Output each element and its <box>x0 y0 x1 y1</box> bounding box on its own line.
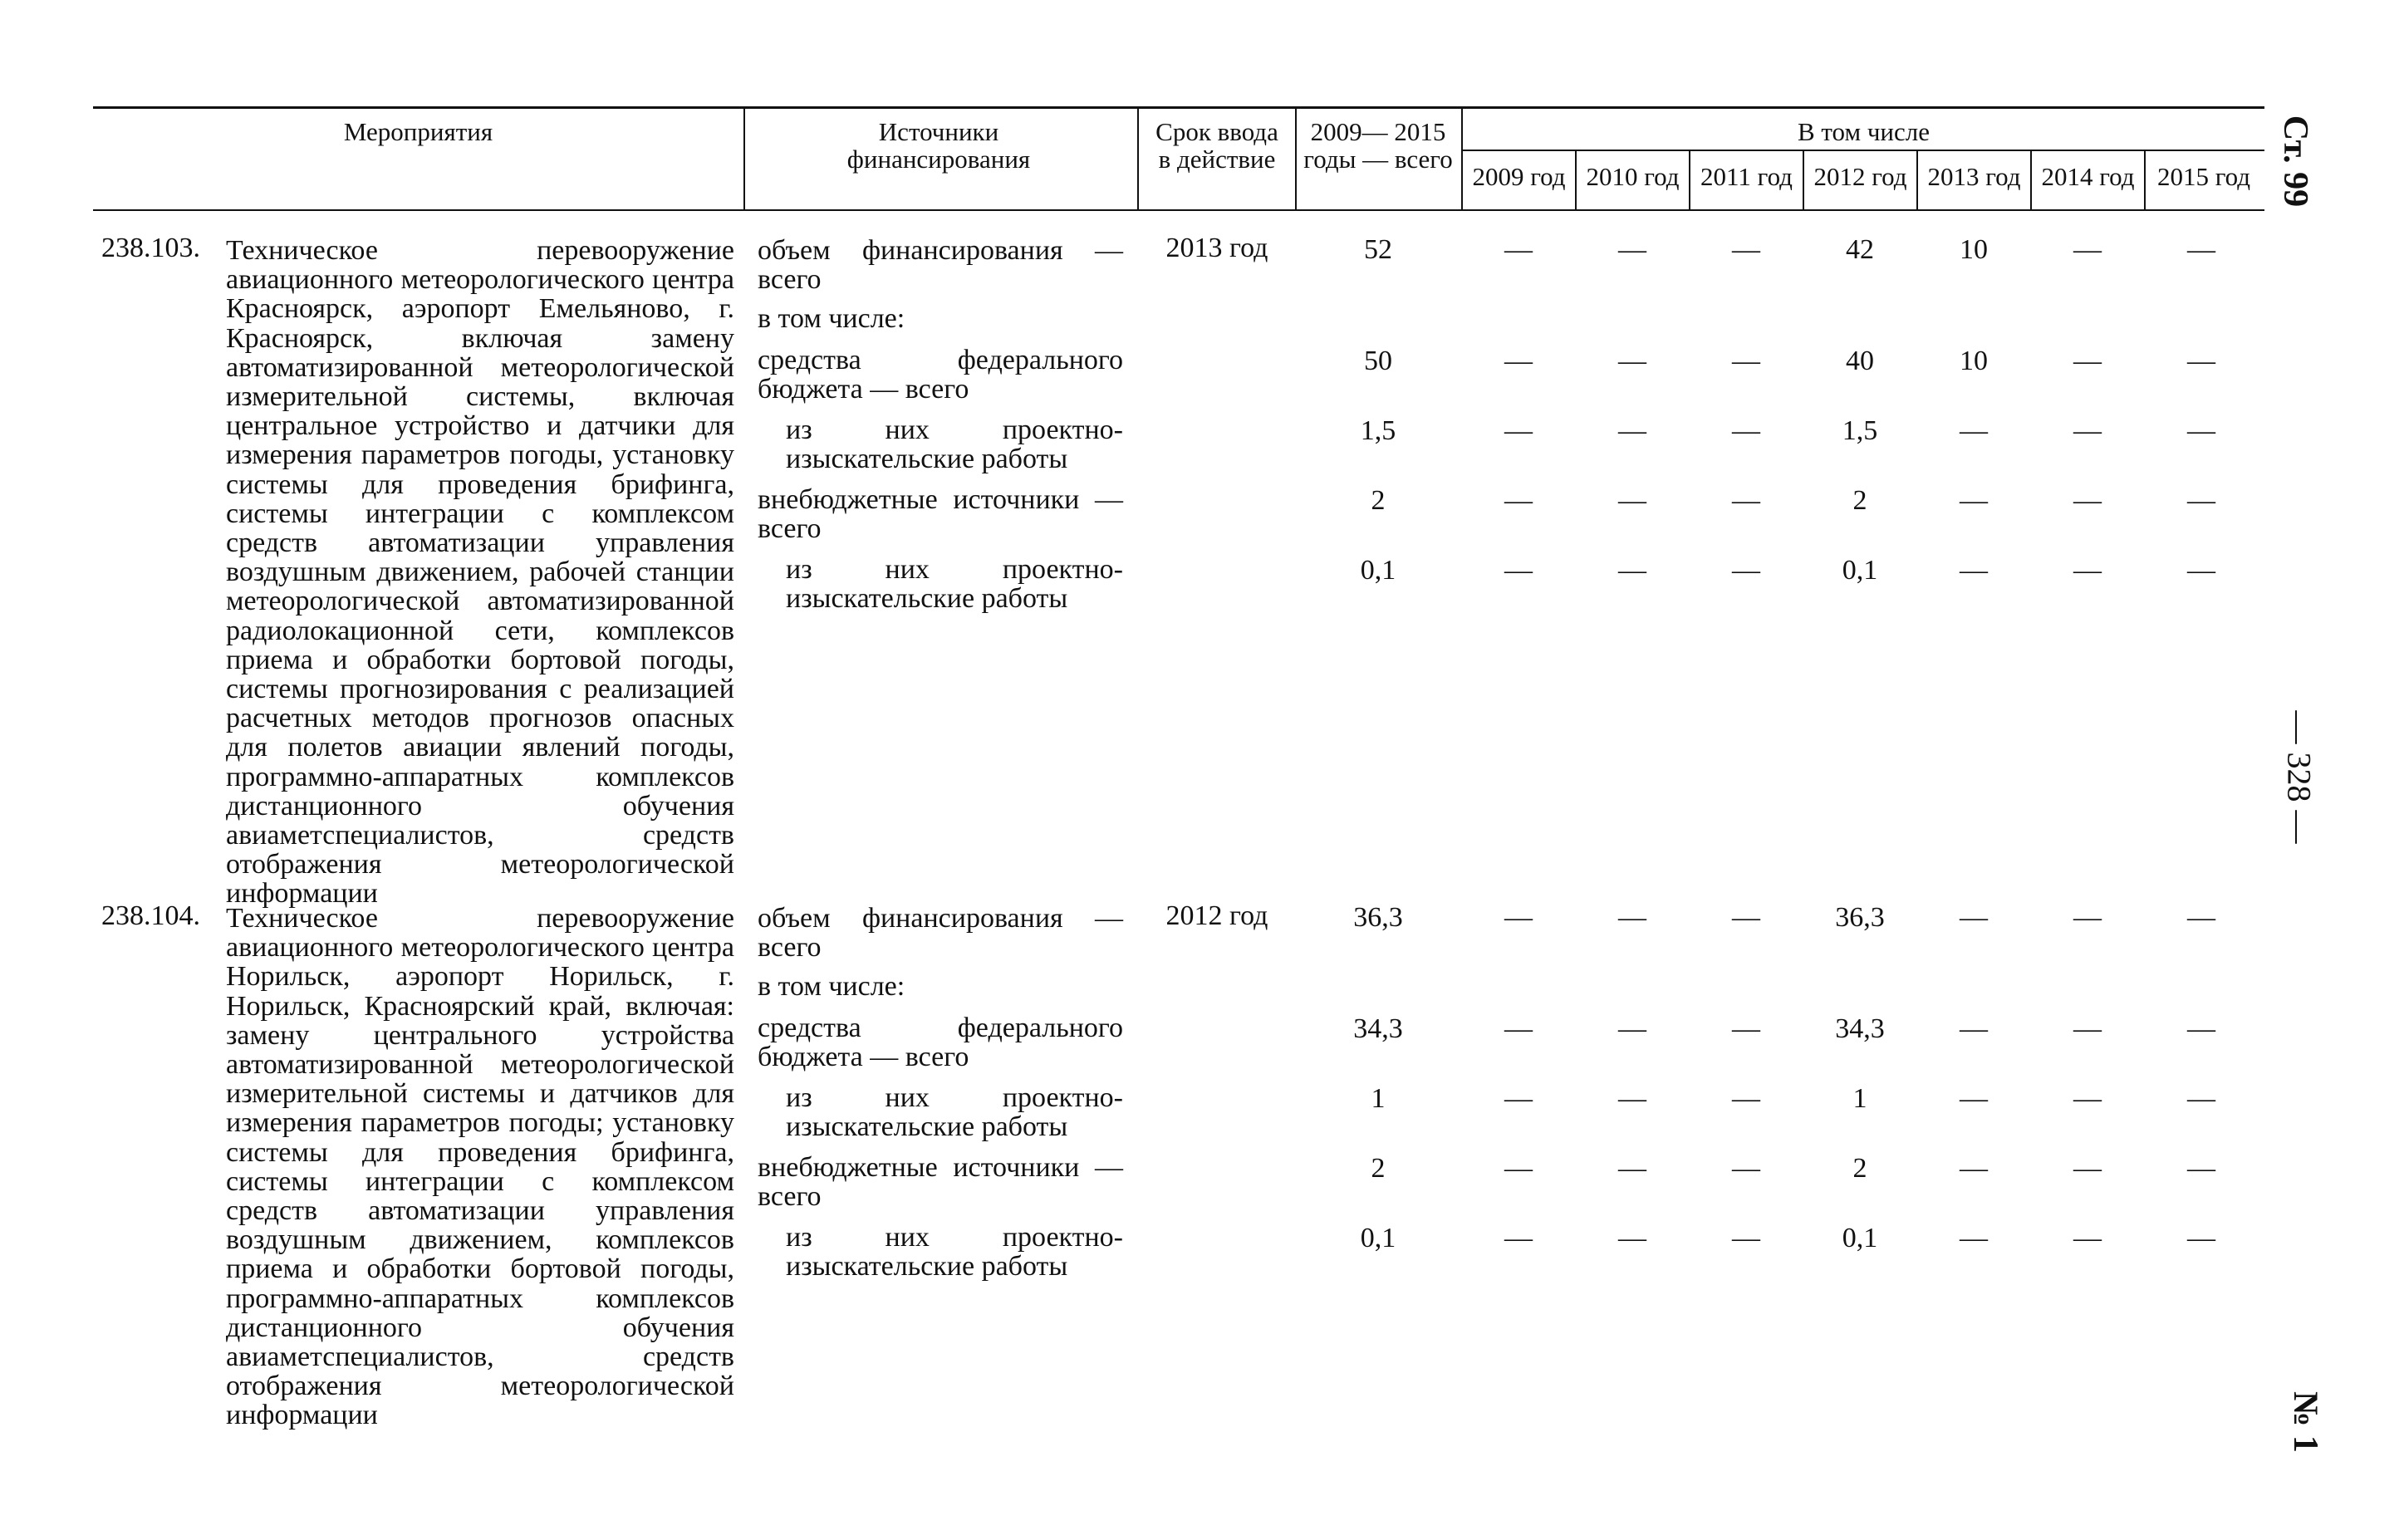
year-value: — <box>1732 555 1760 586</box>
year-value: — <box>1504 555 1533 586</box>
year-value: — <box>2073 415 2102 446</box>
side-issue: Ст. 99 <box>2276 115 2315 208</box>
year-value: — <box>2073 346 2102 376</box>
year-value: — <box>1732 902 1760 933</box>
year-value: — <box>1960 555 1988 586</box>
header-measures: Мероприятия <box>343 117 493 146</box>
source-label: из них проектно-изыскательские работы <box>786 414 1123 474</box>
header-year: 2015 год <box>2156 162 2251 191</box>
year-value: — <box>1732 485 1760 516</box>
year-value: — <box>2187 415 2215 446</box>
entry-number: 238.104. <box>101 900 200 931</box>
year-value: — <box>1504 902 1533 933</box>
entry-deadline: 2013 год <box>1165 233 1268 263</box>
year-value: — <box>1732 346 1760 376</box>
year-value: — <box>2187 485 2215 516</box>
year-value: — <box>2187 1153 2215 1184</box>
total-value: 0,1 <box>1360 1223 1396 1253</box>
col-divider <box>743 106 745 209</box>
year-value: — <box>2187 1013 2215 1044</box>
year-value: — <box>2073 1153 2102 1184</box>
year-value: — <box>2073 1083 2102 1114</box>
year-value: 10 <box>1960 346 1988 376</box>
year-value: — <box>1960 1223 1988 1253</box>
source-label: из них проектно-изыскательские работы <box>786 1082 1123 1142</box>
header-year: 2012 год <box>1813 162 1907 191</box>
total-value: 34,3 <box>1353 1013 1403 1044</box>
year-value: 42 <box>1846 234 1874 265</box>
year-value: — <box>2073 234 2102 265</box>
year-value: — <box>1504 1153 1533 1184</box>
year-value: — <box>2187 346 2215 376</box>
year-value: — <box>1732 1013 1760 1044</box>
year-value: — <box>1504 415 1533 446</box>
year-value: — <box>1504 485 1533 516</box>
total-value: 2 <box>1371 485 1386 516</box>
header-sources: Источники финансирования <box>846 117 1031 174</box>
year-value: — <box>1732 1153 1760 1184</box>
year-value: — <box>1504 234 1533 265</box>
year-value: — <box>1732 1223 1760 1253</box>
total-value: 1,5 <box>1360 415 1396 446</box>
year-value: — <box>1960 485 1988 516</box>
year-value: — <box>2073 902 2102 933</box>
header-total: 2009— 2015 годы — всего <box>1303 117 1453 174</box>
year-value: — <box>2073 1223 2102 1253</box>
source-label: из них проектно-изыскательские работы <box>786 554 1123 614</box>
year-value: — <box>1618 1223 1646 1253</box>
year-value: — <box>1504 1083 1533 1114</box>
col-divider <box>1295 106 1297 209</box>
year-value: 2 <box>1852 1153 1867 1184</box>
year-value: — <box>1504 1013 1533 1044</box>
total-value: 50 <box>1364 346 1392 376</box>
year-value: — <box>1618 485 1646 516</box>
year-value: — <box>1504 346 1533 376</box>
total-value: 1 <box>1371 1083 1386 1114</box>
year-value: — <box>1960 1153 1988 1184</box>
year-value: 2 <box>1852 485 1867 516</box>
header-year: 2011 год <box>1700 162 1793 191</box>
year-value: — <box>2073 555 2102 586</box>
entry-deadline: 2012 год <box>1165 900 1268 931</box>
source-label: внебюджетные источники — всего <box>758 484 1123 544</box>
header-bottom-rule <box>93 209 2264 211</box>
year-value: — <box>1618 346 1646 376</box>
year-value: — <box>2073 485 2102 516</box>
year-value: 0,1 <box>1842 1223 1878 1253</box>
header-including: В том числе <box>1797 117 1930 146</box>
year-value: — <box>2187 234 2215 265</box>
year-value: — <box>1618 555 1646 586</box>
source-label: внебюджетные источники — всего <box>758 1152 1123 1212</box>
year-value: — <box>1960 1013 1988 1044</box>
year-value: 1 <box>1852 1083 1867 1114</box>
year-value: — <box>2073 1013 2102 1044</box>
total-value: 36,3 <box>1353 902 1403 933</box>
year-value: 34,3 <box>1835 1013 1885 1044</box>
source-label: из них проектно-изыскательские работы <box>786 1222 1123 1282</box>
header-year: 2009 год <box>1472 162 1566 191</box>
year-value: — <box>1618 234 1646 265</box>
year-value: — <box>1618 1083 1646 1114</box>
entry-description: Техническое перевооружение авиационного метеорологического центра Красноярск, аэропорт Емельяново, г. Красноярск, включая замену автоматизированной метеорологической измерительной системы, включая центральное устройство и датчики для измерения параметров погоды, установку системы для проведения брифинга, системы интеграции с комплексом средств автоматизации управления воздушным движением, рабочей станции метеорологической автоматизированной радиолокационной сети, комплексов приема и обработки бортовой погоды, системы прогнозирования с реализацией расчетных методов прогнозов опасных для полетов авиации явлений погоды, программно-аппаратных комплексов дистанционного обучения авиаметспециалистов, средств отображения метеорологической информации <box>226 235 734 910</box>
year-value: 10 <box>1960 234 1988 265</box>
total-value: 2 <box>1371 1153 1386 1184</box>
side-number: № 1 <box>2285 1391 2324 1453</box>
year-value: 40 <box>1846 346 1874 376</box>
source-label: средства федерального бюджета — всего <box>758 345 1123 405</box>
year-value: 36,3 <box>1835 902 1885 933</box>
year-value: — <box>1732 415 1760 446</box>
source-label: средства федерального бюджета — всего <box>758 1013 1123 1072</box>
year-value: — <box>2187 555 2215 586</box>
total-value: 0,1 <box>1360 555 1396 586</box>
year-value: — <box>1618 902 1646 933</box>
header-year: 2013 год <box>1927 162 2021 191</box>
header-year: 2014 год <box>2041 162 2135 191</box>
year-value: 1,5 <box>1842 415 1878 446</box>
side-page-number: — 328 — <box>2280 710 2318 844</box>
year-value: — <box>1618 1013 1646 1044</box>
year-value: — <box>1618 415 1646 446</box>
year-value: — <box>1960 1083 1988 1114</box>
year-value: — <box>2187 1223 2215 1253</box>
table-top-rule <box>93 106 2264 109</box>
total-value: 52 <box>1364 234 1392 265</box>
source-label: в том числе: <box>758 971 905 1002</box>
year-value: — <box>2187 902 2215 933</box>
year-value: — <box>1960 415 1988 446</box>
header-year: 2010 год <box>1586 162 1680 191</box>
year-value: — <box>1732 1083 1760 1114</box>
source-label: объем финансирования — всего <box>758 903 1123 963</box>
year-value: 0,1 <box>1842 555 1878 586</box>
year-value: — <box>1618 1153 1646 1184</box>
entry-number: 238.103. <box>101 233 200 263</box>
year-value: — <box>1732 234 1760 265</box>
col-divider <box>1137 106 1139 209</box>
year-value: — <box>1504 1223 1533 1253</box>
year-value: — <box>2187 1083 2215 1114</box>
header-deadline: Срок ввода в действие <box>1155 117 1278 174</box>
entry-description: Техническое перевооружение авиационного метеорологического центра Норильск, аэропорт Норильск, г. Норильск, Красноярский край, включая: замену центрального устройства автоматизированной метеорологической измерительной системы и датчиков для измерения параметров погоды; установку системы для проведения брифинга, системы интеграции с комплексом средств автоматизации управления воздушным движением, комплексов приема и обработки бортовой погоды, программно-аппаратных комплексов дистанционного обучения авиаметспециалистов, средств отображения метеорологической информации <box>226 903 734 1431</box>
source-label: в том числе: <box>758 303 905 334</box>
source-label: объем финансирования — всего <box>758 235 1123 295</box>
year-value: — <box>1960 902 1988 933</box>
